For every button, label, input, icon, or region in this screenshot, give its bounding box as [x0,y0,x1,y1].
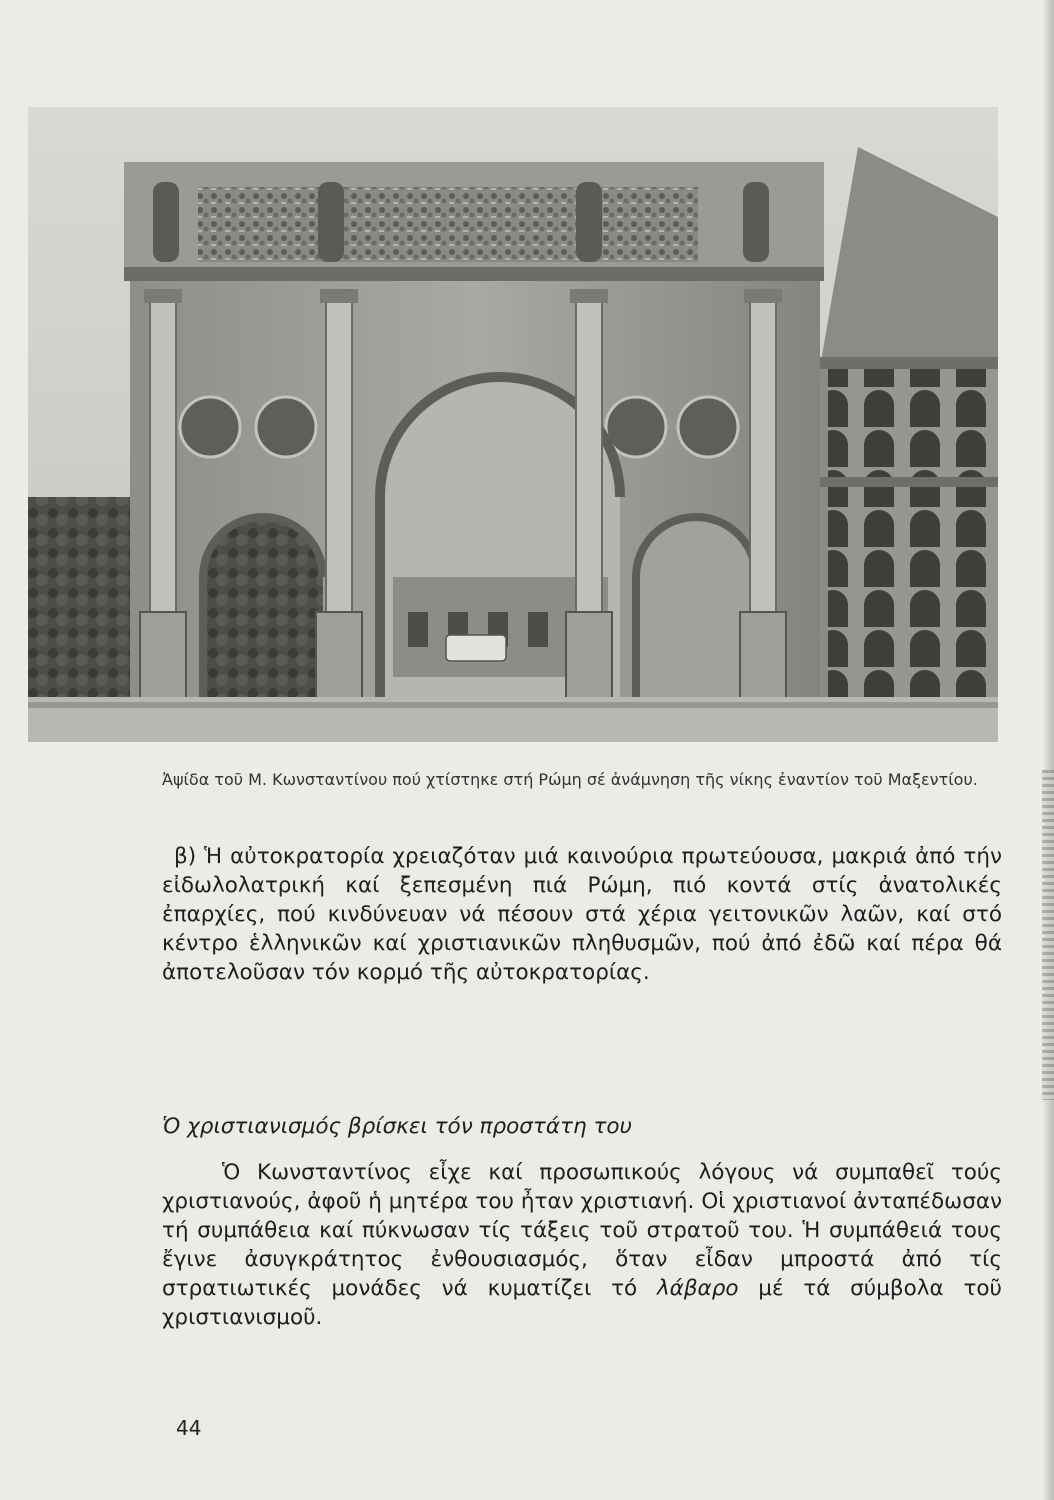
section-heading: Ὁ χριστιανισμός βρίσκει τόν προστάτη του [162,1114,632,1139]
arch-of-constantine-photo [28,107,998,742]
page-number: 44 [176,1416,202,1440]
paragraph-constantine-christians [162,1158,1002,1332]
paragraph-capital: β) Ἡ αὐτοκρατορία χρειαζόταν μιά καινούρια πρωτεύουσα, μακριά ἀπό τήν εἰδωλολατρική καί ξεπεσμένη πιά Ρώμη, πιό κοντά στίς ἀνατολικές ἐπαρχίες, πού κινδύνευαν νά πέσουν στά χέρια γειτονικῶν λαῶν, καί στό κέντρο ἑλληνικῶν καί χριστιανικῶν πληθυσμῶν, πού ἀπό ἐδῶ καί πέρα θά ἀποτελοῦσαν τόν κορμό τῆς αὐτοκρατορίας. [162,844,1002,985]
photo-caption: Ἀψίδα τοῦ Μ. Κωνσταντίνου πού χτίστηκε στή Ρώμη σέ ἀνάμνηση τῆς νίκης ἐναντίον τοῦ Μαξεντίου. [162,770,978,789]
emphasized-term: λάβαρο [656,1276,739,1301]
paragraph-text-end: μέ τά σύμβολα τοῦ χριστιανισμοῦ. [162,1276,1002,1330]
page-edge [1044,0,1054,1500]
paragraph-text: Ὁ Κωνσταντίνος εἶχε καί προσωπικούς λόγους νά συμπαθεῖ τούς χριστιανούς, ἀφοῦ ἡ μητέρα του ἦταν χριστιανή. Οἱ χριστιανοί ἀνταπέδωσαν τή συμπάθεια καί πύκνωσαν τίς τάξεις τοῦ στρατοῦ του. Ἡ συμπάθειά τους ἔγινε ἀσυγκράτητος ἐνθουσιασμός, ὅταν εἶδαν μπροστά ἀπό τίς στρατιωτικές μονάδες νά κυματίζει τό [162,1160,1002,1301]
bleed-through-shadow [1042,770,1054,1100]
